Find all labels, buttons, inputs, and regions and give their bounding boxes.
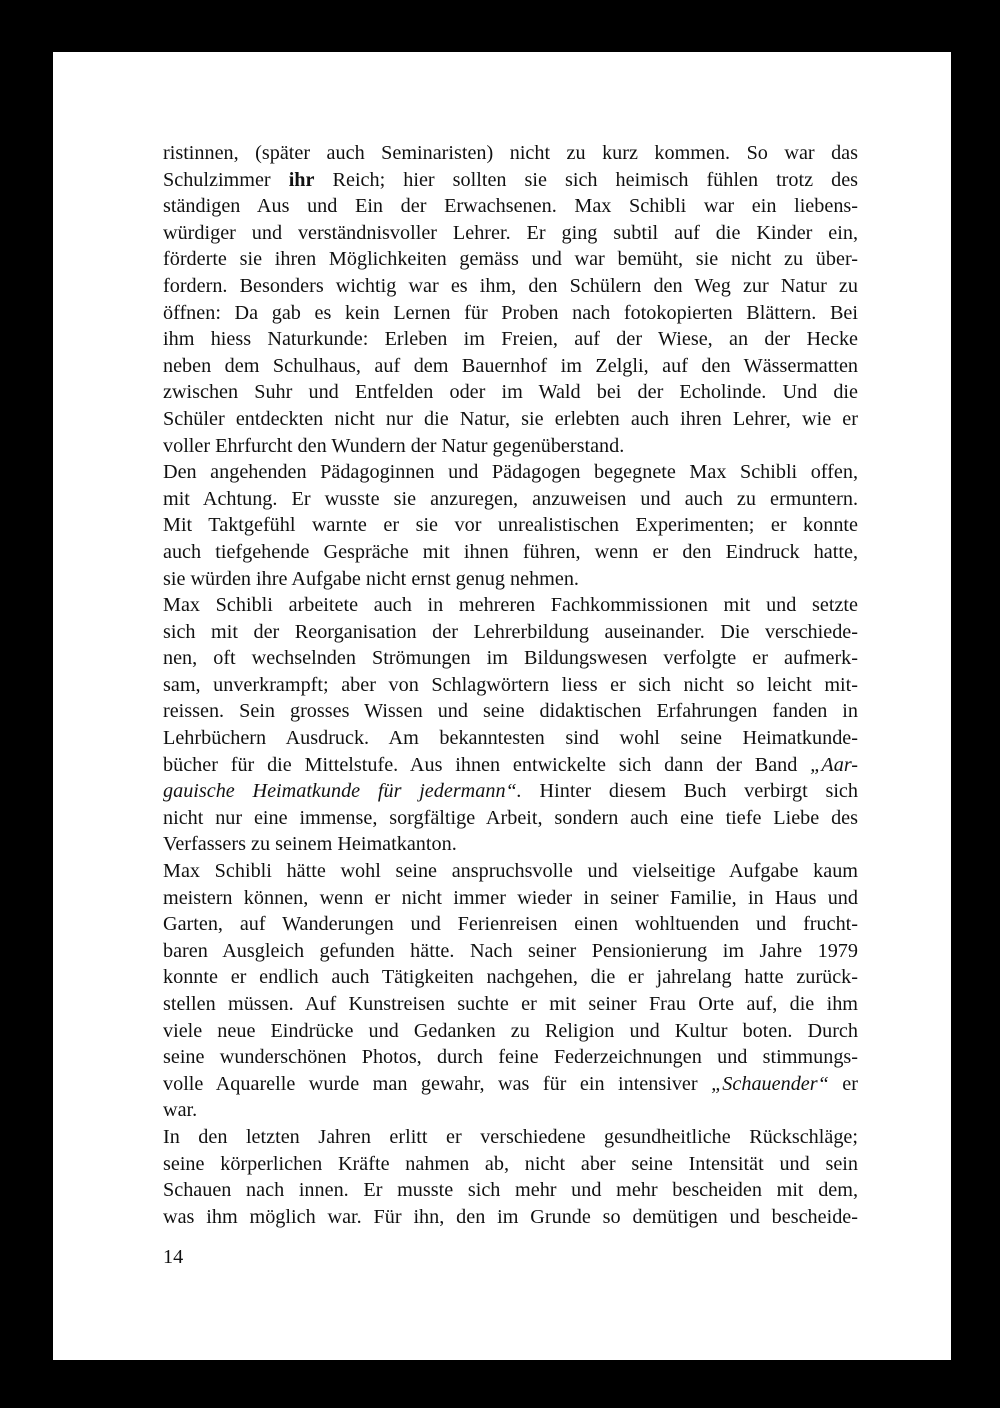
paragraph: [163, 140, 858, 459]
text-line: konnte er endlich auch Tätigkeiten nachgehen, die er jahrelang hatte zurück-: [163, 966, 858, 989]
text-line: fordern. Besonders wichtig war es ihm, den Schülern den Weg zur Natur zu: [163, 274, 858, 297]
text-line: volle Aquarelle wurde man gewahr, was für ein intensiver „Schauender“ er: [163, 1072, 858, 1095]
text-line: auch tiefgehende Gespräche mit ihnen führen, wenn er den Eindruck hatte,: [163, 540, 858, 563]
italic-title: „Aar-: [810, 753, 858, 776]
text-line: nicht nur eine immense, sorgfältige Arbeit, sondern auch eine tiefe Liebe des: [163, 806, 858, 829]
text-line: Schüler entdeckten nicht nur die Natur, sie erlebten auch ihren Lehrer, wie er: [163, 407, 858, 430]
text-line: würdiger und verständnisvoller Lehrer. Er ging subtil auf die Kinder ein,: [163, 221, 858, 244]
page-number: 14: [163, 1246, 184, 1268]
text-line: seine wunderschönen Photos, durch feine Federzeichnungen und stimmungs-: [163, 1046, 858, 1069]
text-line: mit Achtung. Er wusste sie anzuregen, anzuweisen und auch zu ermuntern.: [163, 487, 858, 510]
text-line: ristinnen, (später auch Seminaristen) nicht zu kurz kommen. So war das: [163, 142, 858, 164]
text-line: In den letzten Jahren erlitt er verschiedene gesundheitliche Rückschläge;: [163, 1125, 858, 1148]
paragraph: [163, 459, 858, 592]
text-line: gauische Heimatkunde für jedermann“. Hinter diesem Buch verbirgt sich: [163, 780, 858, 803]
bold-emphasis: ihr: [288, 168, 315, 191]
text-line: Garten, auf Wanderungen und Ferienreisen einen wohltuenden und frucht-: [163, 913, 858, 936]
text-line: Schauen nach innen. Er musste sich mehr und mehr bescheiden mit dem,: [163, 1179, 858, 1202]
text-line: seine körperlichen Kräfte nahmen ab, nicht aber seine Intensität und sein: [163, 1152, 858, 1175]
text-line: Lehrbüchern Ausdruck. Am bekanntesten sind wohl seine Heimatkunde-: [163, 727, 858, 750]
text-line: Max Schibli arbeitete auch in mehreren Fachkommissionen mit und setzte: [163, 594, 858, 617]
text-line: stellen müssen. Auf Kunstreisen suchte er mit seiner Frau Orte auf, die ihm: [163, 993, 858, 1015]
text-line: was ihm möglich war. Für ihn, den im Grunde so demütigen und bescheide-: [163, 1205, 858, 1228]
text-line: Den angehenden Pädagoginnen und Pädagogen begegnete Max Schibli offen,: [163, 461, 858, 484]
text-line: sich mit der Reorganisation der Lehrerbildung auseinander. Die verschiede-: [163, 620, 858, 643]
text-line: bücher für die Mittelstufe. Aus ihnen entwickelte sich dann der Band „Aar-: [163, 753, 858, 776]
body-text: [163, 140, 858, 1230]
text-line: Verfassers zu seinem Heimatkanton.: [163, 833, 457, 856]
text-line: reissen. Sein grosses Wissen und seine didaktischen Erfahrungen fanden in: [163, 700, 858, 723]
text-line: sie würden ihre Aufgabe nicht ernst genug nehmen.: [163, 567, 579, 590]
text-line: öffnen: Da gab es kein Lernen für Proben nach fotokopierten Blättern. Bei: [163, 301, 858, 324]
text-line: war.: [163, 1099, 198, 1122]
text-line: baren Ausgleich gefunden hätte. Nach seiner Pensionierung im Jahre 1979: [163, 939, 858, 962]
text-line: sam, unverkrampft; aber von Schlagwörtern liess er sich nicht so leicht mit-: [163, 673, 858, 696]
text-line: Mit Taktgefühl warnte er sie vor unrealistischen Experimenten; er konnte: [163, 514, 858, 537]
text-line: zwischen Suhr und Entfelden oder im Wald bei der Echolinde. Und die: [163, 381, 858, 404]
text-line: meistern können, wenn er nicht immer wieder in seiner Familie, in Haus und: [163, 886, 858, 909]
paragraph: [163, 592, 858, 858]
text-line: nen, oft wechselnden Strömungen im Bildungswesen verfolgte er aufmerk-: [163, 647, 858, 670]
document-page: [53, 52, 951, 1360]
italic-title: gauische Heimatkunde für jedermann“.: [163, 780, 522, 803]
text-line: Max Schibli hätte wohl seine anspruchsvolle und vielseitige Aufgabe kaum: [163, 860, 858, 883]
text-line: förderte sie ihren Möglichkeiten gemäss und war bemüht, sie nicht zu über-: [163, 248, 858, 271]
paragraph: [163, 1124, 858, 1230]
text-line: ständigen Aus und Ein der Erwachsenen. Max Schibli war ein liebens-: [163, 195, 858, 218]
text-line: viele neue Eindrücke und Gedanken zu Religion und Kultur boten. Durch: [163, 1019, 858, 1042]
paragraph: [163, 858, 858, 1124]
text-line: neben dem Schulhaus, auf dem Bauernhof im Zelgli, auf den Wässermatten: [163, 354, 858, 377]
text-line: ihm hiess Naturkunde: Erleben im Freien, auf der Wiese, an der Hecke: [163, 328, 858, 351]
italic-title: „Schauender“: [711, 1072, 829, 1095]
text-line: voller Ehrfurcht den Wundern der Natur gegenüberstand.: [163, 434, 625, 457]
text-line: Schulzimmer ihr Reich; hier sollten sie sich heimisch fühlen trotz des: [163, 168, 859, 191]
